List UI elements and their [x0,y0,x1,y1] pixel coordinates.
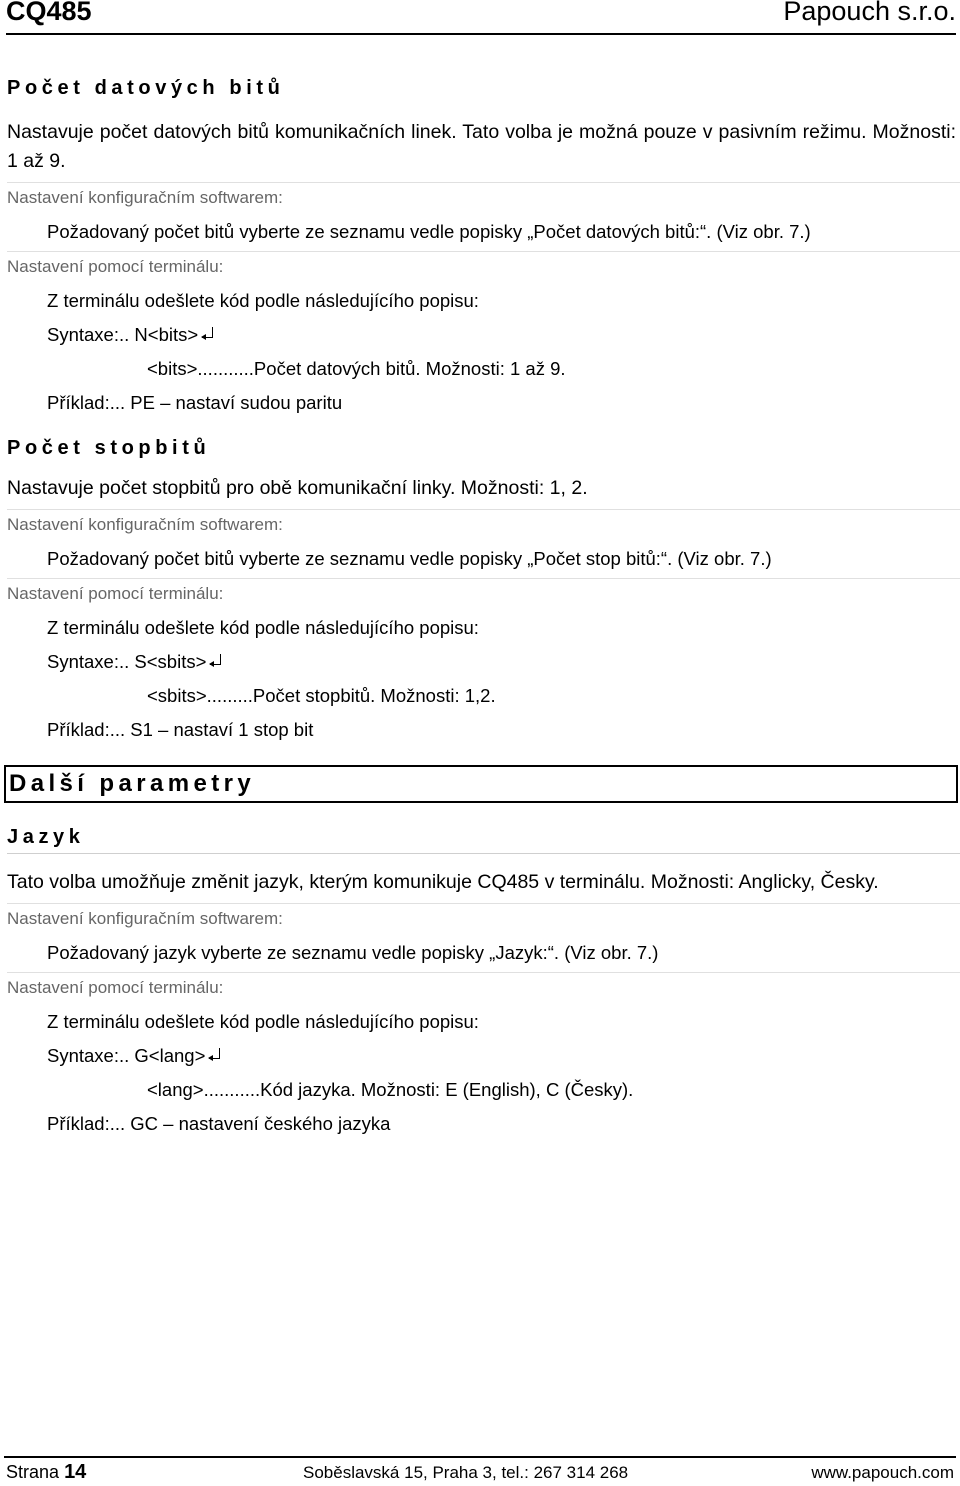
software-setting-text: Požadovaný počet bitů vyberte ze seznamu vedle popisky „Počet stop bitů:“. (Viz obr. 7.) [47,548,772,569]
return-key-icon [209,654,223,668]
page-label: Strana [6,1462,60,1482]
terminal-setting-label: Nastavení pomocí terminálu: [7,972,960,1001]
chapter-heading-more-parameters: Další parametry [4,765,958,803]
page-number-value: 14 [64,1461,87,1483]
syntax-line [47,318,960,352]
section-heading-language: Jazyk [7,823,960,854]
page-footer [0,1456,960,1486]
example-line: Příklad:... PE – nastaví sudou paritu [47,392,343,413]
page-number [6,1461,86,1484]
terminal-setting-text: Z terminálu odešlete kód podle následujícího popisu: [47,617,479,638]
software-setting-label: Nastavení konfiguračním softwarem: [7,903,960,932]
terminal-setting-text: Z terminálu odešlete kód podle následujícího popisu: [47,290,479,311]
product-name: CQ485 [6,0,92,26]
page-content [0,74,960,1141]
section-description: Tato volba umožňuje změnit jazyk, kterým komunikuje CQ485 v terminálu. Možnosti: Anglicky, Česky. [7,871,879,893]
syntax-text: Syntaxe:.. N<bits> [47,324,199,345]
software-setting-text: Požadovaný počet bitů vyberte ze seznamu vedle popisky „Počet datových bitů:“. (Viz obr. 7.) [47,221,811,242]
parameter-description: <lang>...........Kód jazyka. Možnosti: E (English), C (Česky). [147,1079,634,1100]
parameter-description: <sbits>.........Počet stopbitů. Možnosti: 1,2. [147,685,496,706]
section-heading-data-bits: Počet datových bitů [7,77,285,99]
section-description: Nastavuje počet datových bitů komunikačních linek. Tato volba je možná pouze v pasivním režimu. Možnosti: 1 až 9. [7,121,956,172]
software-setting-label: Nastavení konfiguračním softwarem: [7,509,960,538]
terminal-setting-text: Z terminálu odešlete kód podle následujícího popisu: [47,1011,479,1032]
parameter-description: <bits>...........Počet datových bitů. Možnosti: 1 až 9. [147,358,566,379]
syntax-line [47,1039,960,1073]
header-divider [6,33,956,35]
syntax-text: Syntaxe:.. G<lang> [47,1045,206,1066]
section-description: Nastavuje počet stopbitů pro obě komunikační linky. Možnosti: 1, 2. [7,477,588,499]
terminal-setting-label: Nastavení pomocí terminálu: [7,578,960,607]
example-line: Příklad:... GC – nastavení českého jazyka [47,1113,391,1134]
company-address: Soběslavská 15, Praha 3, tel.: 267 314 268 [303,1463,629,1482]
software-setting-label: Nastavení konfiguračním softwarem: [7,182,960,211]
page-header [0,0,960,36]
website-link[interactable]: www.papouch.com [811,1463,954,1482]
syntax-line [47,645,960,679]
example-line: Příklad:... S1 – nastaví 1 stop bit [47,719,314,740]
software-setting-text: Požadovaný jazyk vyberte ze seznamu vedle popisky „Jazyk:“. (Viz obr. 7.) [47,942,659,963]
section-heading-stop-bits: Počet stopbitů [7,437,211,459]
syntax-text: Syntaxe:.. S<sbits> [47,651,207,672]
return-key-icon [201,327,215,341]
return-key-icon [208,1048,222,1062]
footer-divider [4,1456,956,1458]
terminal-setting-label: Nastavení pomocí terminálu: [7,251,960,280]
company-name: Papouch s.r.o. [783,0,956,26]
